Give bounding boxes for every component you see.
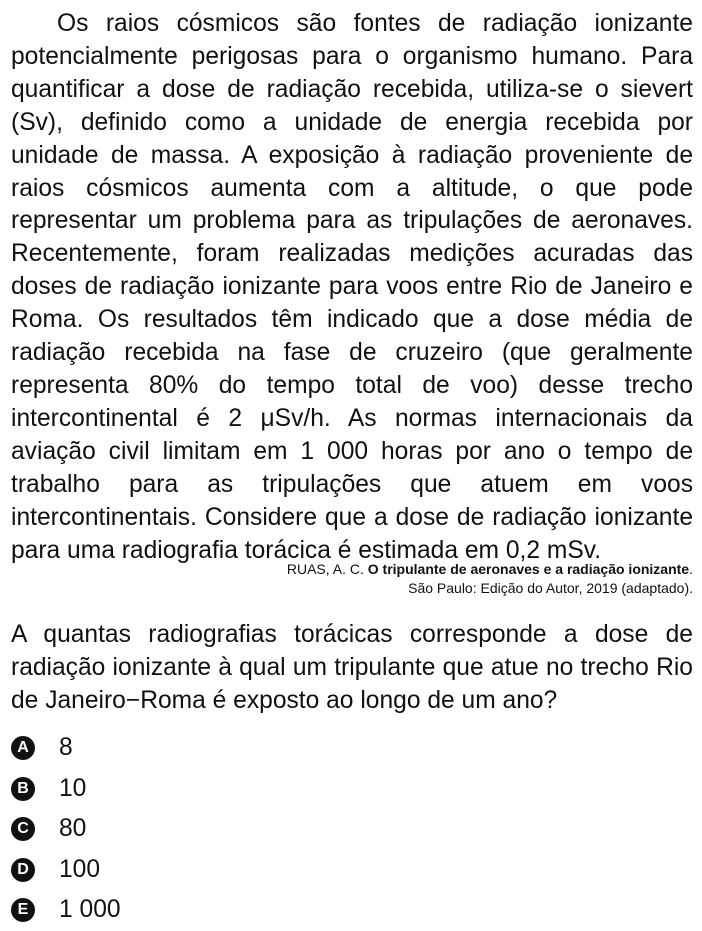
option-c[interactable] xyxy=(11,809,121,850)
option-d-letter-icon: D xyxy=(11,858,35,882)
citation-author: RUAS, A. C. xyxy=(286,561,364,577)
citation-title: O tripulante de aeronaves e a radiação ionizante xyxy=(367,561,690,577)
passage-text: Os raios cósmicos são fontes de radiação ionizante potencialmente perigosas para o organismo humano. Para quantificar a dose de radiação recebida, utiliza-se o sievert (Sv), definido como a unidade de energia recebida por unidade de massa. A exposição à radiação proveniente de raios cósmicos aumenta com a altitude, o que pode representar um problema para as tripulações de aeronaves. Recentemente, foram realizadas medições acuradas das doses de radiação ionizante para voos entre Rio de Janeiro e Roma. Os resultados têm indicado que a dose média de radiação recebida na fase de cruzeiro (que geralmente representa 80% do tempo total de voo) desse trecho intercontinental é 2 μSv/h. As normas internacionais da aviação civil limitam em 1 000 horas por ano o tempo de trabalho para as tripulações que atuem em voos intercontinentais. Considere que a dose de radiação ionizante para uma radiografia torácica é estimada em 0,2 mSv. xyxy=(11,10,693,564)
citation-publisher: São Paulo: Edição do Autor, 2019 (adaptado). xyxy=(408,580,693,596)
answer-options xyxy=(11,728,121,931)
option-b[interactable] xyxy=(11,769,121,810)
option-d-text: 100 xyxy=(59,855,101,883)
citation-title-end: . xyxy=(689,561,693,577)
option-e[interactable] xyxy=(11,890,121,931)
option-b-text: 10 xyxy=(59,774,87,802)
question-text: A quantas radiografias torácicas corresponde a dose de radiação ionizante à qual um tripulante que atue no trecho Rio de Janeiro−Roma é exposto ao longo de um ano? xyxy=(11,621,693,714)
citation-line-1 xyxy=(287,560,693,579)
option-a-letter-icon: A xyxy=(11,736,35,760)
option-c-text: 80 xyxy=(59,815,87,843)
option-a[interactable] xyxy=(11,728,121,769)
option-c-letter-icon: C xyxy=(11,817,35,841)
option-b-letter-icon: B xyxy=(11,777,35,801)
option-e-text: 1 000 xyxy=(59,896,121,924)
source-citation xyxy=(287,560,693,598)
option-a-text: 8 xyxy=(59,734,73,762)
option-e-letter-icon: E xyxy=(11,898,35,922)
option-d[interactable] xyxy=(11,850,121,891)
